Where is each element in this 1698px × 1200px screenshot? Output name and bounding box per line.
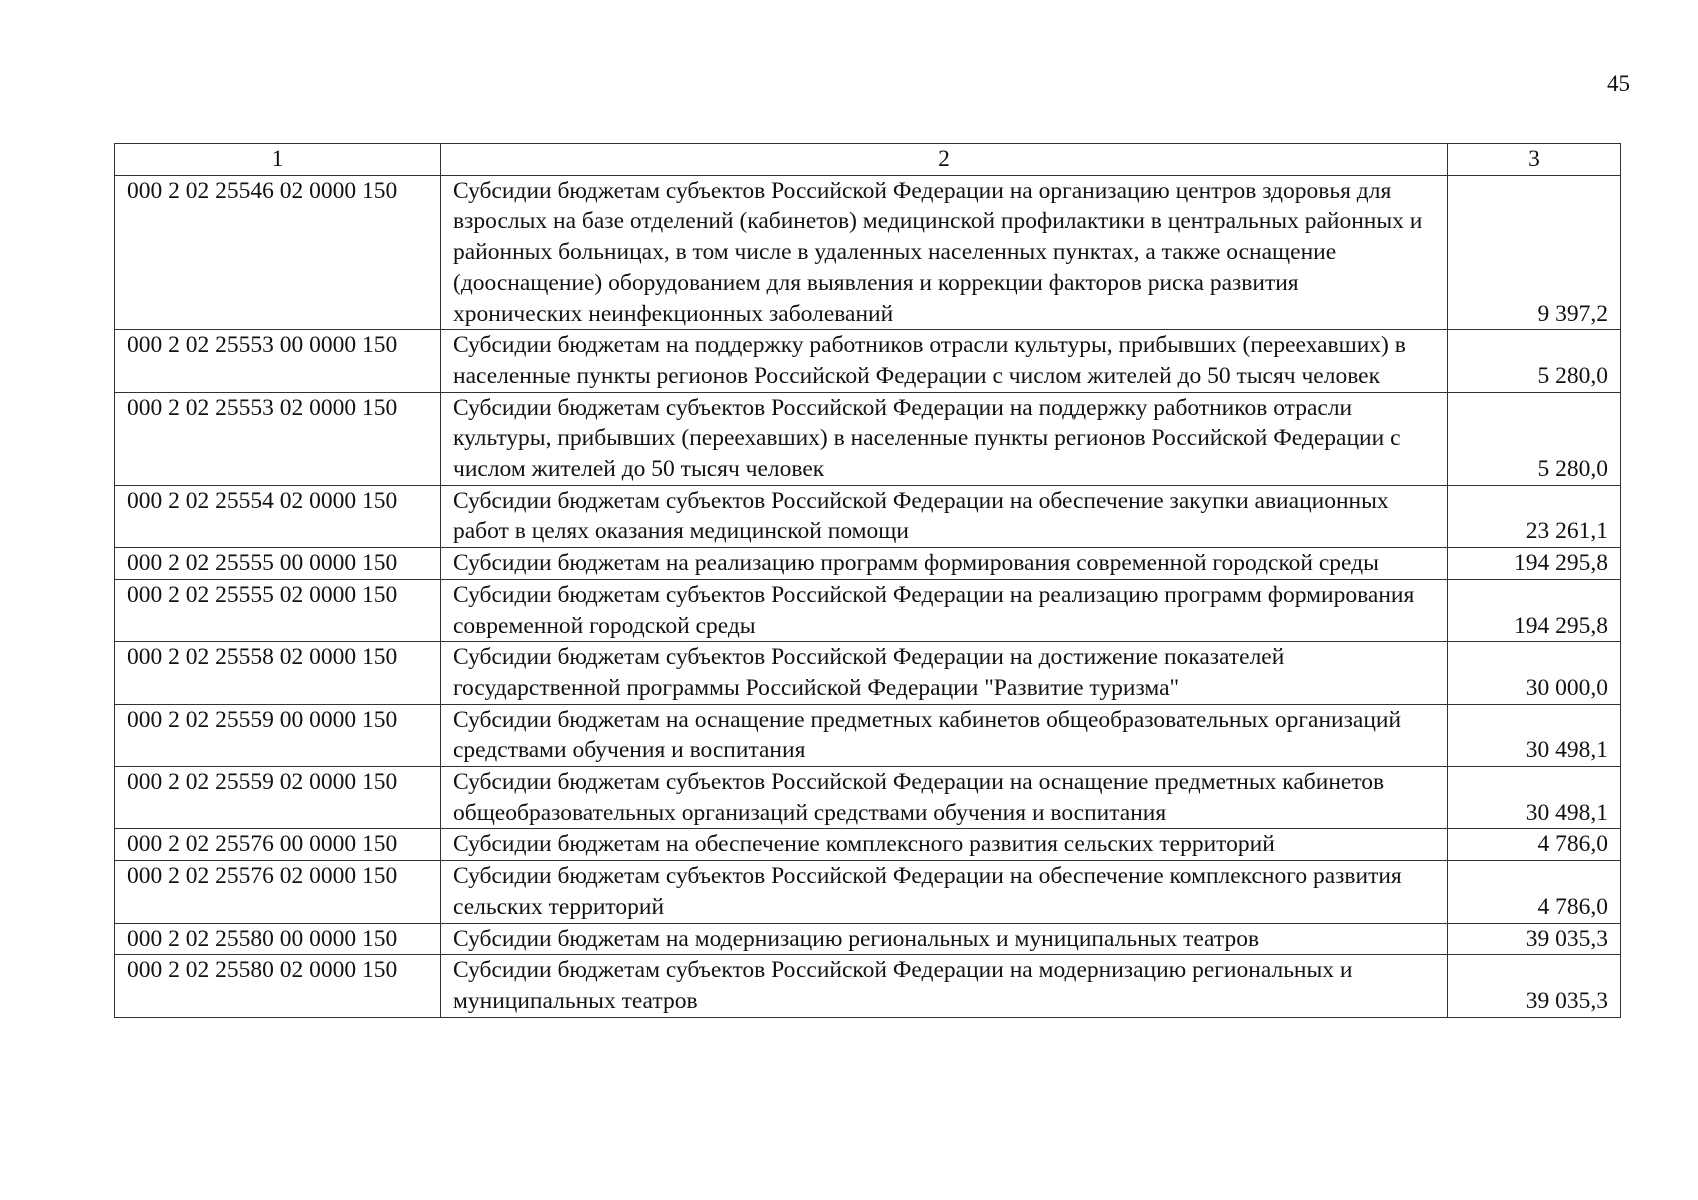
table-row xyxy=(115,579,1621,641)
budget-item-name: Субсидии бюджетам субъектов Российской Федерации на обеспечение закупки авиационных работ в целях оказания медицинской помощи xyxy=(441,485,1448,547)
budget-code: 000 2 02 25558 02 0000 150 xyxy=(115,642,441,704)
budget-item-name: Субсидии бюджетам на реализацию программ формирования современной городской среды xyxy=(441,548,1448,580)
budget-amount: 23 261,1 xyxy=(1448,485,1621,547)
budget-amount: 39 035,3 xyxy=(1448,923,1621,955)
table-row xyxy=(115,829,1621,861)
table-row xyxy=(115,704,1621,766)
table-row xyxy=(115,548,1621,580)
budget-code: 000 2 02 25555 00 0000 150 xyxy=(115,548,441,580)
table-row xyxy=(115,861,1621,923)
table-row xyxy=(115,923,1621,955)
budget-code: 000 2 02 25554 02 0000 150 xyxy=(115,485,441,547)
budget-amount: 30 000,0 xyxy=(1448,642,1621,704)
header-row xyxy=(115,144,1621,176)
budget-code: 000 2 02 25580 00 0000 150 xyxy=(115,923,441,955)
table-header xyxy=(115,144,1621,176)
table-row xyxy=(115,767,1621,829)
budget-code: 000 2 02 25559 00 0000 150 xyxy=(115,704,441,766)
header-col-2: 2 xyxy=(441,144,1448,176)
budget-amount: 30 498,1 xyxy=(1448,704,1621,766)
budget-item-name: Субсидии бюджетам на оснащение предметных кабинетов общеобразовательных организаций средствами обучения и воспитания xyxy=(441,704,1448,766)
budget-item-name: Субсидии бюджетам на обеспечение комплексного развития сельских территорий xyxy=(441,829,1448,861)
budget-item-name: Субсидии бюджетам субъектов Российской Федерации на поддержку работников отрасли культуры, прибывших (переехавших) в населенные пункты регионов Российской Федерации с числом жителей до 50 тысяч человек xyxy=(441,392,1448,485)
budget-amount: 4 786,0 xyxy=(1448,861,1621,923)
budget-item-name: Субсидии бюджетам субъектов Российской Федерации на достижение показателей государственной программы Российской Федерации "Развитие туризма" xyxy=(441,642,1448,704)
budget-item-name: Субсидии бюджетам на модернизацию региональных и муниципальных театров xyxy=(441,923,1448,955)
budget-code: 000 2 02 25576 02 0000 150 xyxy=(115,861,441,923)
budget-code: 000 2 02 25555 02 0000 150 xyxy=(115,579,441,641)
budget-amount: 194 295,8 xyxy=(1448,579,1621,641)
budget-table xyxy=(114,143,1621,1018)
budget-amount: 5 280,0 xyxy=(1448,392,1621,485)
budget-item-name: Субсидии бюджетам субъектов Российской Федерации на реализацию программ формирования современной городской среды xyxy=(441,579,1448,641)
budget-item-name: Субсидии бюджетам субъектов Российской Федерации на организацию центров здоровья для взрослых на базе отделений (кабинетов) медицинской профилактики в центральных районных и районных больницах, в том числе в удаленных населенных пунктах, а также оснащение (дооснащение) оборудованием для выявления и коррекции факторов риска развития хронических неинфекционных заболеваний xyxy=(441,175,1448,330)
budget-code: 000 2 02 25580 02 0000 150 xyxy=(115,955,441,1017)
page-number: 45 xyxy=(1607,71,1630,96)
budget-amount: 39 035,3 xyxy=(1448,955,1621,1017)
budget-amount: 194 295,8 xyxy=(1448,548,1621,580)
budget-code: 000 2 02 25546 02 0000 150 xyxy=(115,175,441,330)
budget-item-name: Субсидии бюджетам субъектов Российской Федерации на модернизацию региональных и муниципальных театров xyxy=(441,955,1448,1017)
header-col-3: 3 xyxy=(1448,144,1621,176)
table-row xyxy=(115,642,1621,704)
budget-amount: 5 280,0 xyxy=(1448,330,1621,392)
budget-amount: 30 498,1 xyxy=(1448,767,1621,829)
budget-amount: 4 786,0 xyxy=(1448,829,1621,861)
table-body xyxy=(115,175,1621,1017)
table-row xyxy=(115,955,1621,1017)
budget-amount: 9 397,2 xyxy=(1448,175,1621,330)
budget-code: 000 2 02 25553 02 0000 150 xyxy=(115,392,441,485)
budget-code: 000 2 02 25553 00 0000 150 xyxy=(115,330,441,392)
header-col-1: 1 xyxy=(115,144,441,176)
budget-item-name: Субсидии бюджетам субъектов Российской Федерации на обеспечение комплексного развития сельских территорий xyxy=(441,861,1448,923)
table-row xyxy=(115,392,1621,485)
table-row xyxy=(115,175,1621,330)
budget-item-name: Субсидии бюджетам субъектов Российской Федерации на оснащение предметных кабинетов общеобразовательных организаций средствами обучения и воспитания xyxy=(441,767,1448,829)
budget-code: 000 2 02 25559 02 0000 150 xyxy=(115,767,441,829)
budget-item-name: Субсидии бюджетам на поддержку работников отрасли культуры, прибывших (переехавших) в населенные пункты регионов Российской Федерации с числом жителей до 50 тысяч человек xyxy=(441,330,1448,392)
budget-code: 000 2 02 25576 00 0000 150 xyxy=(115,829,441,861)
table-row xyxy=(115,330,1621,392)
table-row xyxy=(115,485,1621,547)
